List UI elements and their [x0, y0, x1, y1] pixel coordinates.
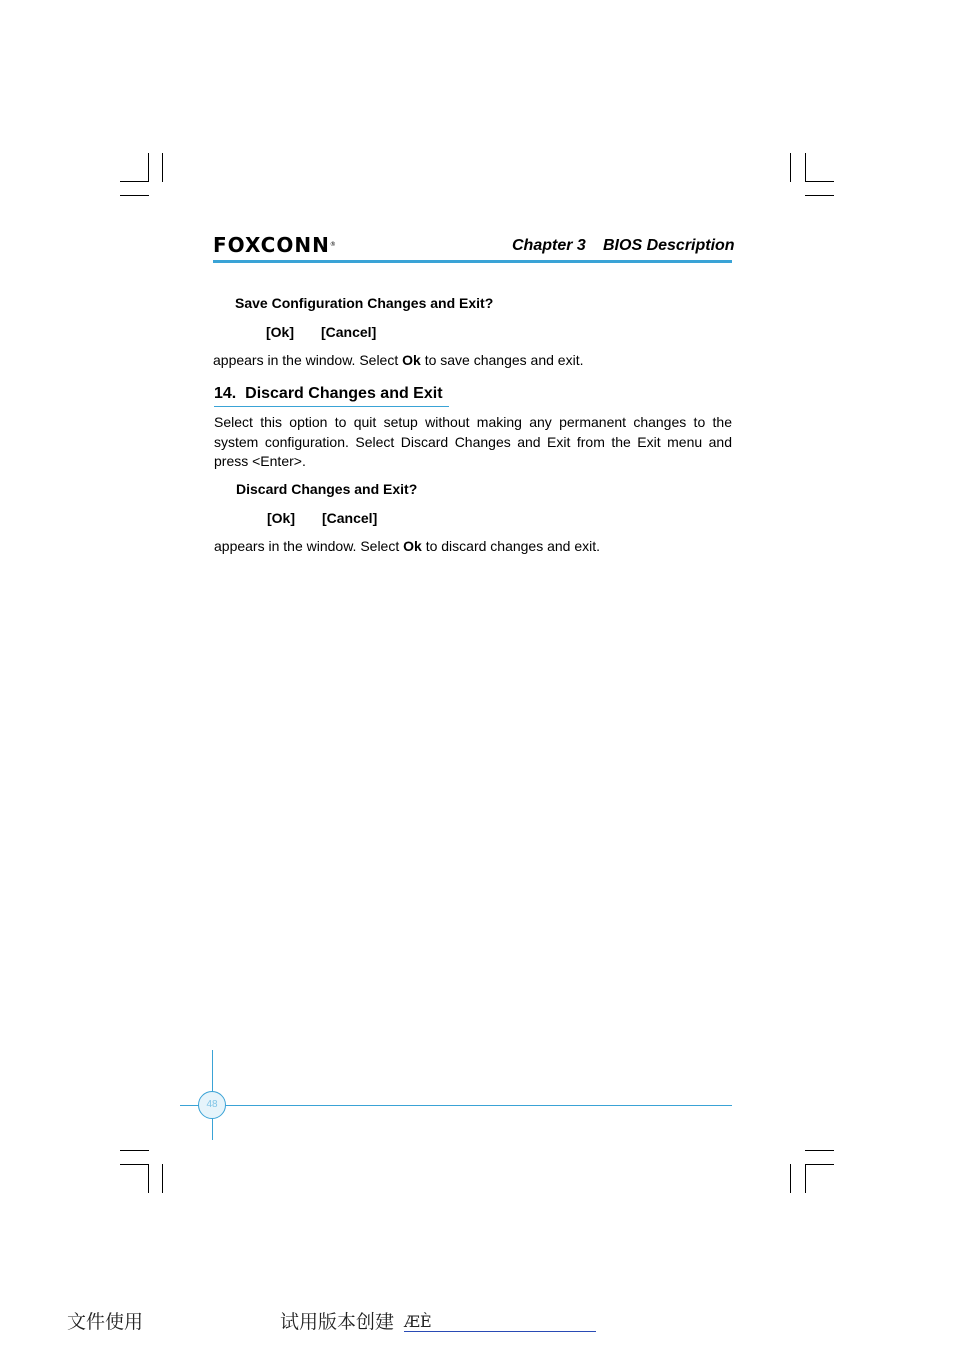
crop-mark-top-right-h — [805, 181, 834, 182]
crop-mark-bottom-right-h — [805, 1150, 834, 1151]
discard-dialog-cancel-option: [Cancel] — [322, 510, 378, 526]
footer-rule — [180, 1105, 732, 1106]
crop-mark-bottom-left-h2 — [120, 1164, 149, 1165]
save-instruction-ok: Ok — [402, 352, 421, 368]
save-dialog-prompt: Save Configuration Changes and Exit? — [235, 295, 494, 311]
logo-registered-mark: ® — [329, 241, 337, 248]
footer-watermark-left: 文件使用 — [67, 1311, 144, 1333]
crop-mark-top-right-v2 — [805, 153, 806, 182]
save-instruction-text: appears in the window. Select — [213, 352, 403, 368]
save-dialog-ok-option: [Ok] — [266, 324, 294, 340]
footer-underline — [404, 1331, 596, 1332]
crop-mark-bottom-left-v2 — [162, 1164, 163, 1193]
crop-mark-bottom-right-v2 — [805, 1164, 806, 1193]
page-number: 48 — [198, 1091, 226, 1119]
discard-dialog-ok-option: [Ok] — [267, 510, 295, 526]
chapter-number: Chapter 3 — [512, 237, 586, 254]
crop-mark-top-left-h2 — [120, 195, 149, 196]
crop-mark-bottom-left-h — [120, 1150, 149, 1151]
foxconn-logo — [213, 233, 337, 257]
chapter-title: BIOS Description — [603, 237, 735, 254]
header-rule — [213, 260, 732, 263]
crop-mark-bottom-right-v — [790, 1164, 791, 1193]
discard-instruction-tail: to discard changes and exit. — [421, 538, 601, 554]
discard-dialog-instruction — [214, 537, 600, 557]
logo-text: FOXCONN — [213, 233, 330, 257]
crop-mark-top-left-v — [148, 153, 149, 182]
crop-mark-top-right-h2 — [805, 195, 834, 196]
section-paragraph: Select this option to quit setup without making any permanent changes to the system configuration. Select Discard Changes and Exit from the Exit menu and press <Enter>. — [214, 414, 732, 469]
section-heading: 14. Discard Changes and Exit — [214, 385, 443, 402]
crop-mark-top-left-v2 — [162, 153, 163, 182]
crop-mark-bottom-right-h2 — [805, 1164, 834, 1165]
crop-mark-top-left-h — [120, 181, 149, 182]
save-instruction-tail: to save changes and exit. — [420, 352, 584, 368]
footer-watermark-mark: ÆÈ — [404, 1312, 432, 1331]
footer-watermark-mid: 试用版本创建 — [280, 1311, 395, 1333]
discard-dialog-prompt: Discard Changes and Exit? — [236, 481, 418, 497]
section-heading-underline — [214, 406, 449, 407]
save-dialog-cancel-option: [Cancel] — [321, 324, 377, 340]
save-dialog-instruction — [213, 351, 583, 371]
discard-instruction-ok: Ok — [403, 538, 422, 554]
discard-instruction-text: appears in the window. Select — [214, 538, 404, 554]
crop-mark-top-right-v — [790, 153, 791, 182]
crop-mark-bottom-left-v — [148, 1164, 149, 1193]
